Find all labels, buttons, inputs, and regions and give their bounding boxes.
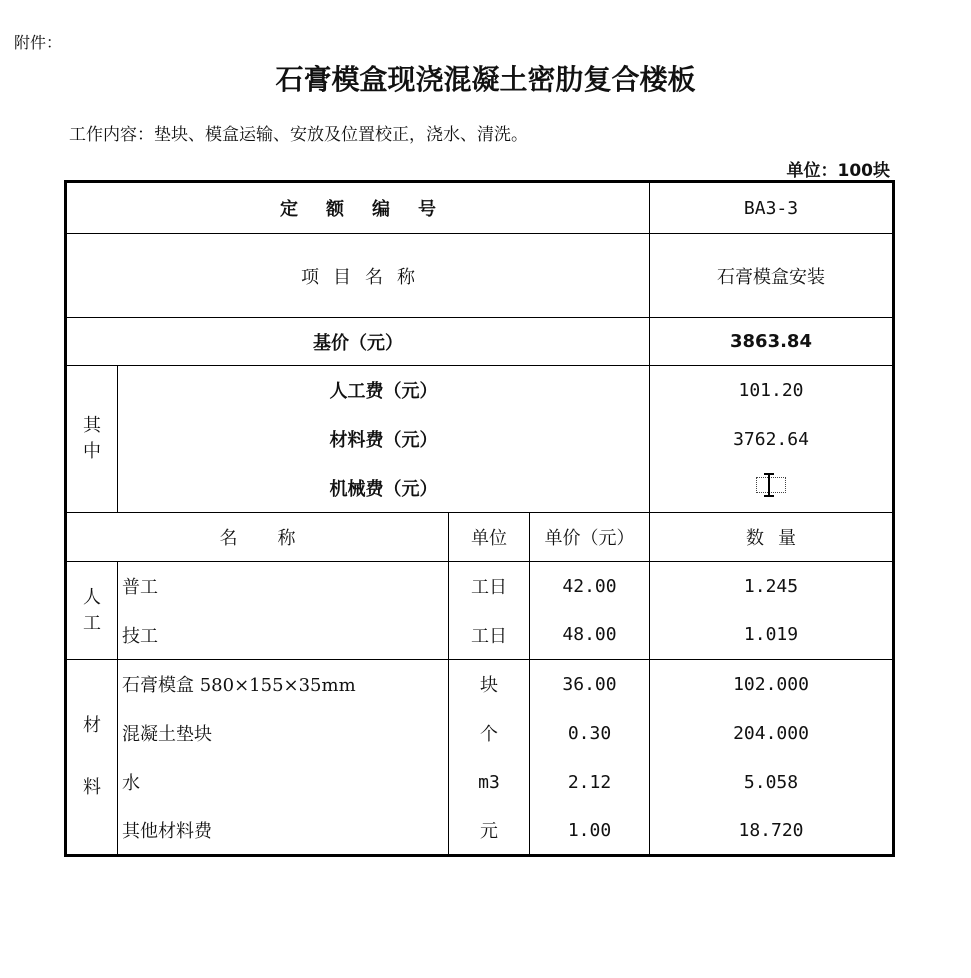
row-price: 42.00 xyxy=(530,562,650,611)
labor-group-char: 人 xyxy=(83,586,101,608)
machine-fee-row xyxy=(66,464,894,513)
quota-table xyxy=(64,180,895,857)
base-price-row xyxy=(66,318,894,366)
quota-no-value: BA3-3 xyxy=(650,182,894,234)
row-unit: 工日 xyxy=(449,611,530,660)
attachment-label: 附件： xyxy=(14,33,63,52)
row-qty: 5.058 xyxy=(650,758,894,807)
labor-fee-value: 101.20 xyxy=(650,366,894,415)
quota-no-label: 定额编号 xyxy=(66,182,650,234)
machine-fee-label: 机械费（元） xyxy=(118,464,650,513)
table-row xyxy=(66,709,894,758)
row-name: 水 xyxy=(118,758,449,807)
column-header-row xyxy=(66,513,894,562)
work-content: 工作内容：垫块、模盒运输、安放及位置校正，浇水、清洗。 xyxy=(69,125,528,145)
breakdown-group-label xyxy=(66,366,118,513)
row-price: 48.00 xyxy=(530,611,650,660)
labor-group-label xyxy=(66,562,118,660)
row-price: 0.30 xyxy=(530,709,650,758)
item-name-row xyxy=(66,234,894,318)
table-row xyxy=(66,758,894,807)
item-name-value: 石膏模盒安装 xyxy=(650,234,894,318)
table-row xyxy=(66,562,894,611)
labor-fee-label: 人工费（元） xyxy=(118,366,650,415)
row-price: 2.12 xyxy=(530,758,650,807)
row-unit: 元 xyxy=(449,807,530,856)
material-group-char: 材 xyxy=(83,715,101,736)
row-price: 36.00 xyxy=(530,660,650,709)
quota-no-row xyxy=(66,182,894,234)
row-name: 普工 xyxy=(118,562,449,611)
breakdown-char: 其 xyxy=(83,415,101,436)
row-qty: 204.000 xyxy=(650,709,894,758)
row-price: 1.00 xyxy=(530,807,650,856)
labor-fee-row xyxy=(66,366,894,415)
base-price-value: 3863.84 xyxy=(650,318,894,366)
base-price-label: 基价（元） xyxy=(66,318,650,366)
row-unit: 个 xyxy=(449,709,530,758)
table-row xyxy=(66,807,894,856)
row-name: 其他材料费 xyxy=(118,807,449,856)
row-qty: 1.245 xyxy=(650,562,894,611)
labor-group-char: 工 xyxy=(83,612,101,634)
machine-fee-value[interactable] xyxy=(650,464,894,513)
row-qty: 18.720 xyxy=(650,807,894,856)
row-unit: 工日 xyxy=(449,562,530,611)
material-fee-label: 材料费（元） xyxy=(118,415,650,464)
text-cursor-icon xyxy=(756,473,786,497)
col-name-header: 名称 xyxy=(66,513,449,562)
breakdown-char: 中 xyxy=(83,441,101,462)
document-title: 石膏模盒现浇混凝土密肋复合楼板 xyxy=(275,63,696,96)
item-name-label: 项目名称 xyxy=(66,234,650,318)
row-qty: 102.000 xyxy=(650,660,894,709)
row-qty: 1.019 xyxy=(650,611,894,660)
col-unit-header: 单位 xyxy=(449,513,530,562)
row-name: 石膏模盒 580×155×35mm xyxy=(118,660,449,709)
table-row xyxy=(66,611,894,660)
material-fee-row xyxy=(66,415,894,464)
table-row xyxy=(66,660,894,709)
row-name: 混凝土垫块 xyxy=(118,709,449,758)
material-group-label xyxy=(66,660,118,856)
row-unit: 块 xyxy=(449,660,530,709)
material-fee-value: 3762.64 xyxy=(650,415,894,464)
material-group-char: 料 xyxy=(83,777,101,798)
row-name: 技工 xyxy=(118,611,449,660)
col-qty-header: 数量 xyxy=(650,513,894,562)
row-unit: m3 xyxy=(449,758,530,807)
unit-label: 单位：100块 xyxy=(786,161,890,181)
col-price-header: 单价（元） xyxy=(530,513,650,562)
